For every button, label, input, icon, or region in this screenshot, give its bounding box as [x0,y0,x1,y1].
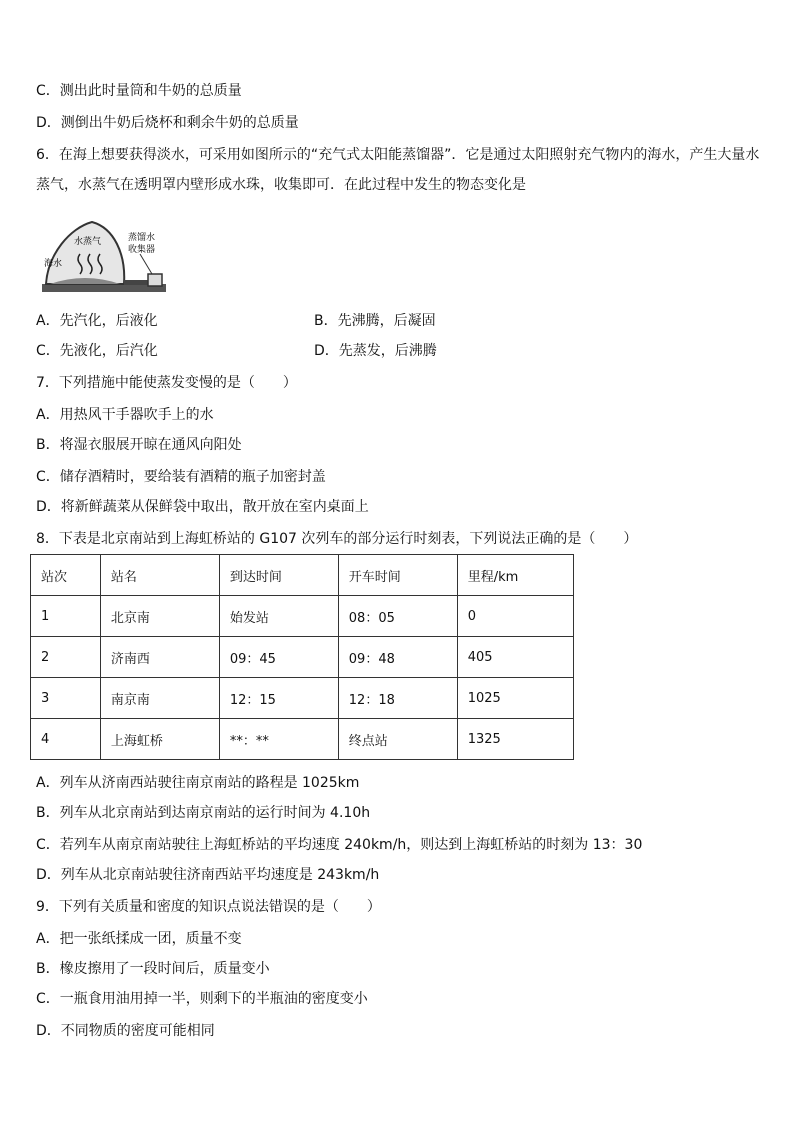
solar-still-figure [40,214,170,298]
table-cell: 405 [457,637,573,678]
table-cell: 3 [31,678,101,719]
table-row [31,596,574,637]
q8-option-d: D．列车从北京南站驶往济南西站平均速度是 243km/h [36,867,380,883]
q7-option-c: C．储存酒精时，要给装有酒精的瓶子加密封盖 [36,469,326,485]
q5-option-c: C．测出此时量筒和牛奶的总质量 [36,83,242,99]
table-cell: 1025 [457,678,573,719]
q9-stem: 9．下列有关质量和密度的知识点说法错误的是（ ） [36,899,381,915]
q7-stem: 7．下列措施中能使蒸发变慢的是（ ） [36,375,297,391]
table-cell: 12：15 [219,678,338,719]
q6-option-b: B．先沸腾，后凝固 [314,313,436,329]
table-cell: 09：48 [338,637,457,678]
q6-option-c: C．先液化，后汽化 [36,343,158,359]
table-cell: 09：45 [219,637,338,678]
table-cell: 终点站 [338,719,457,760]
q7-option-b: B．将湿衣服展开晾在通风向阳处 [36,437,242,453]
table-cell: 2 [31,637,101,678]
table-cell: 济南西 [100,637,219,678]
q9-option-c: C．一瓶食用油用掉一半，则剩下的半瓶油的密度变小 [36,991,368,1007]
q7-option-a: A．用热风干手器吹手上的水 [36,407,214,423]
q9-option-a: A．把一张纸揉成一团，质量不变 [36,931,242,947]
table-cell: 上海虹桥 [100,719,219,760]
table-cell: 南京南 [100,678,219,719]
collector-label-2: 收集器 [128,245,156,255]
table-cell: **：** [219,719,338,760]
table-header-cell: 开车时间 [338,555,457,596]
q8-option-c: C．若列车从南京南站驶往上海虹桥站的平均速度 240km/h，则达到上海虹桥站的时刻为 13：30 [36,837,643,853]
vapor-label: 水蒸气 [74,237,102,247]
train-timetable [30,554,574,760]
q6-option-d: D．先蒸发，后沸腾 [314,343,437,359]
q8-option-a: A．列车从济南西站驶往南京南站的路程是 1025km [36,775,360,791]
table-cell: 4 [31,719,101,760]
table-row [31,637,574,678]
q6-option-a: A．先汽化，后液化 [36,313,158,329]
q8-option-b: B．列车从北京南站到达南京南站的运行时间为 4.10h [36,805,371,821]
table-cell: 1325 [457,719,573,760]
table-header-cell: 站次 [31,555,101,596]
q6-stem: 6．在海上想要获得淡水，可采用如图所示的“充气式太阳能蒸馏器”．它是通过太阳照射充气物内的海水，产生大量水蒸气，水蒸气在透明罩内壁形成水珠，收集即可．在此过程中发生的物态变化是 [36,147,760,193]
q9-option-b: B．橡皮擦用了一段时间后，质量变小 [36,961,270,977]
q7-option-d: D．将新鲜蔬菜从保鲜袋中取出，散开放在室内桌面上 [36,499,369,515]
table-header-cell: 到达时间 [219,555,338,596]
table-cell: 12：18 [338,678,457,719]
table-cell: 始发站 [219,596,338,637]
q9-option-d: D．不同物质的密度可能相同 [36,1023,215,1039]
table-row [31,678,574,719]
collector-label-1: 蒸馏水 [128,233,156,243]
table-header-cell: 站名 [100,555,219,596]
table-row [31,719,574,760]
sea-label: 海水 [44,259,63,269]
q8-stem: 8．下表是北京南站到上海虹桥站的 G107 次列车的部分运行时刻表，下列说法正确的是（ ） [36,531,638,547]
table-cell: 北京南 [100,596,219,637]
table-cell: 1 [31,596,101,637]
table-header-cell: 里程/km [457,555,573,596]
table-header-row [31,555,574,596]
q5-option-d: D．测倒出牛奶后烧杯和剩余牛奶的总质量 [36,115,299,131]
table-cell: 08：05 [338,596,457,637]
table-cell: 0 [457,596,573,637]
